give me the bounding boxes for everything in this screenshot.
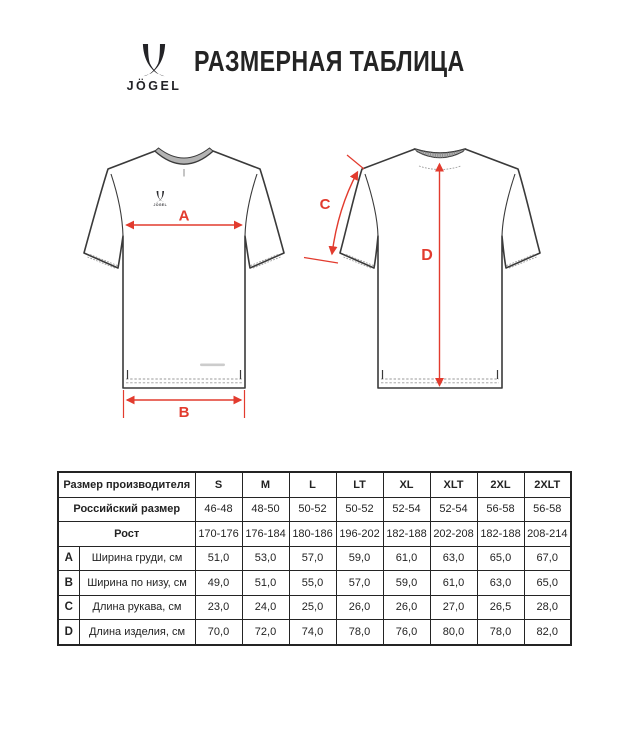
table-cell: 52-54 xyxy=(430,497,477,522)
measure-letter: B xyxy=(58,571,79,596)
table-cell: 28,0 xyxy=(524,595,571,620)
table-cell: 53,0 xyxy=(242,546,289,571)
page-title: РАЗМЕРНАЯ ТАБЛИЦА xyxy=(194,46,465,78)
measure-letter: D xyxy=(58,620,79,645)
measure-d-label: D xyxy=(421,247,433,264)
row-header: Размер производителя xyxy=(58,472,195,497)
table-cell: XL xyxy=(383,472,430,497)
table-cell: S xyxy=(195,472,242,497)
table-row xyxy=(58,620,571,645)
table-cell: 59,0 xyxy=(383,571,430,596)
measure-a-label: A xyxy=(178,207,190,225)
table-cell: 50-52 xyxy=(289,497,336,522)
table-cell: 52-54 xyxy=(383,497,430,522)
table-cell: 27,0 xyxy=(430,595,477,620)
table-cell: 2XL xyxy=(477,472,524,497)
table-cell: 67,0 xyxy=(524,546,571,571)
measure-c-tick-top xyxy=(347,155,364,169)
table-cell: 48-50 xyxy=(242,497,289,522)
measure-label: Ширина по низу, см xyxy=(79,571,195,596)
table-cell: 78,0 xyxy=(477,620,524,645)
table-cell: L xyxy=(289,472,336,497)
table-cell: 72,0 xyxy=(242,620,289,645)
table-cell: 82,0 xyxy=(524,620,571,645)
table-cell: 182-188 xyxy=(477,522,524,547)
table-cell: 51,0 xyxy=(195,546,242,571)
table-row xyxy=(58,571,571,596)
table-cell: 63,0 xyxy=(430,546,477,571)
table-cell: 24,0 xyxy=(242,595,289,620)
table-cell: 57,0 xyxy=(336,571,383,596)
table-row xyxy=(58,595,571,620)
hem-fine-print xyxy=(200,364,225,367)
table-cell: 196-202 xyxy=(336,522,383,547)
table-cell: 65,0 xyxy=(524,571,571,596)
row-header: Российский размер xyxy=(58,497,195,522)
table-cell: 208-214 xyxy=(524,522,571,547)
table-row xyxy=(58,472,571,497)
table-row xyxy=(58,522,571,547)
measure-letter: C xyxy=(58,595,79,620)
table-cell: 63,0 xyxy=(477,571,524,596)
table-cell: 2XLT xyxy=(524,472,571,497)
table-cell: 78,0 xyxy=(336,620,383,645)
table-cell: 57,0 xyxy=(289,546,336,571)
table-cell: XLT xyxy=(430,472,477,497)
table-cell: 51,0 xyxy=(242,571,289,596)
measure-c-label: C xyxy=(319,196,331,213)
table-cell: 59,0 xyxy=(336,546,383,571)
table-cell: 25,0 xyxy=(289,595,336,620)
table-cell: 46-48 xyxy=(195,497,242,522)
table-cell: 74,0 xyxy=(289,620,336,645)
front-shirt-outline xyxy=(84,151,284,388)
table-cell: 76,0 xyxy=(383,620,430,645)
table-cell: 23,0 xyxy=(195,595,242,620)
brand-wordmark: JÖGEL xyxy=(126,79,182,93)
row-header: Рост xyxy=(58,522,195,547)
measure-label: Длина изделия, см xyxy=(79,620,195,645)
table-cell: M xyxy=(242,472,289,497)
table-row xyxy=(58,497,571,522)
table-cell: 61,0 xyxy=(430,571,477,596)
measure-c-tick-bottom xyxy=(304,258,338,264)
measure-label: Длина рукава, см xyxy=(79,595,195,620)
table-cell: 65,0 xyxy=(477,546,524,571)
table-cell: 176-184 xyxy=(242,522,289,547)
front-shirt xyxy=(84,148,284,421)
table-cell: 26,0 xyxy=(383,595,430,620)
table-cell: 26,0 xyxy=(336,595,383,620)
table-cell: 26,5 xyxy=(477,595,524,620)
measure-label: Ширина груди, см xyxy=(79,546,195,571)
table-cell: 56-58 xyxy=(477,497,524,522)
table-cell: 70,0 xyxy=(195,620,242,645)
table-row xyxy=(58,546,571,571)
back-shirt xyxy=(304,149,540,388)
table-cell: 182-188 xyxy=(383,522,430,547)
size-table-body xyxy=(58,472,571,645)
table-cell: 202-208 xyxy=(430,522,477,547)
table-cell: 80,0 xyxy=(430,620,477,645)
table-cell: 56-58 xyxy=(524,497,571,522)
table-cell: 50-52 xyxy=(336,497,383,522)
table-cell: 61,0 xyxy=(383,546,430,571)
table-cell: 170-176 xyxy=(195,522,242,547)
chest-logo-text: JÖGEL xyxy=(153,203,168,207)
table-cell: LT xyxy=(336,472,383,497)
measure-letter: A xyxy=(58,546,79,571)
table-cell: 55,0 xyxy=(289,571,336,596)
table-cell: 180-186 xyxy=(289,522,336,547)
size-table xyxy=(57,471,572,646)
table-cell: 49,0 xyxy=(195,571,242,596)
measure-b-label: B xyxy=(178,404,190,421)
